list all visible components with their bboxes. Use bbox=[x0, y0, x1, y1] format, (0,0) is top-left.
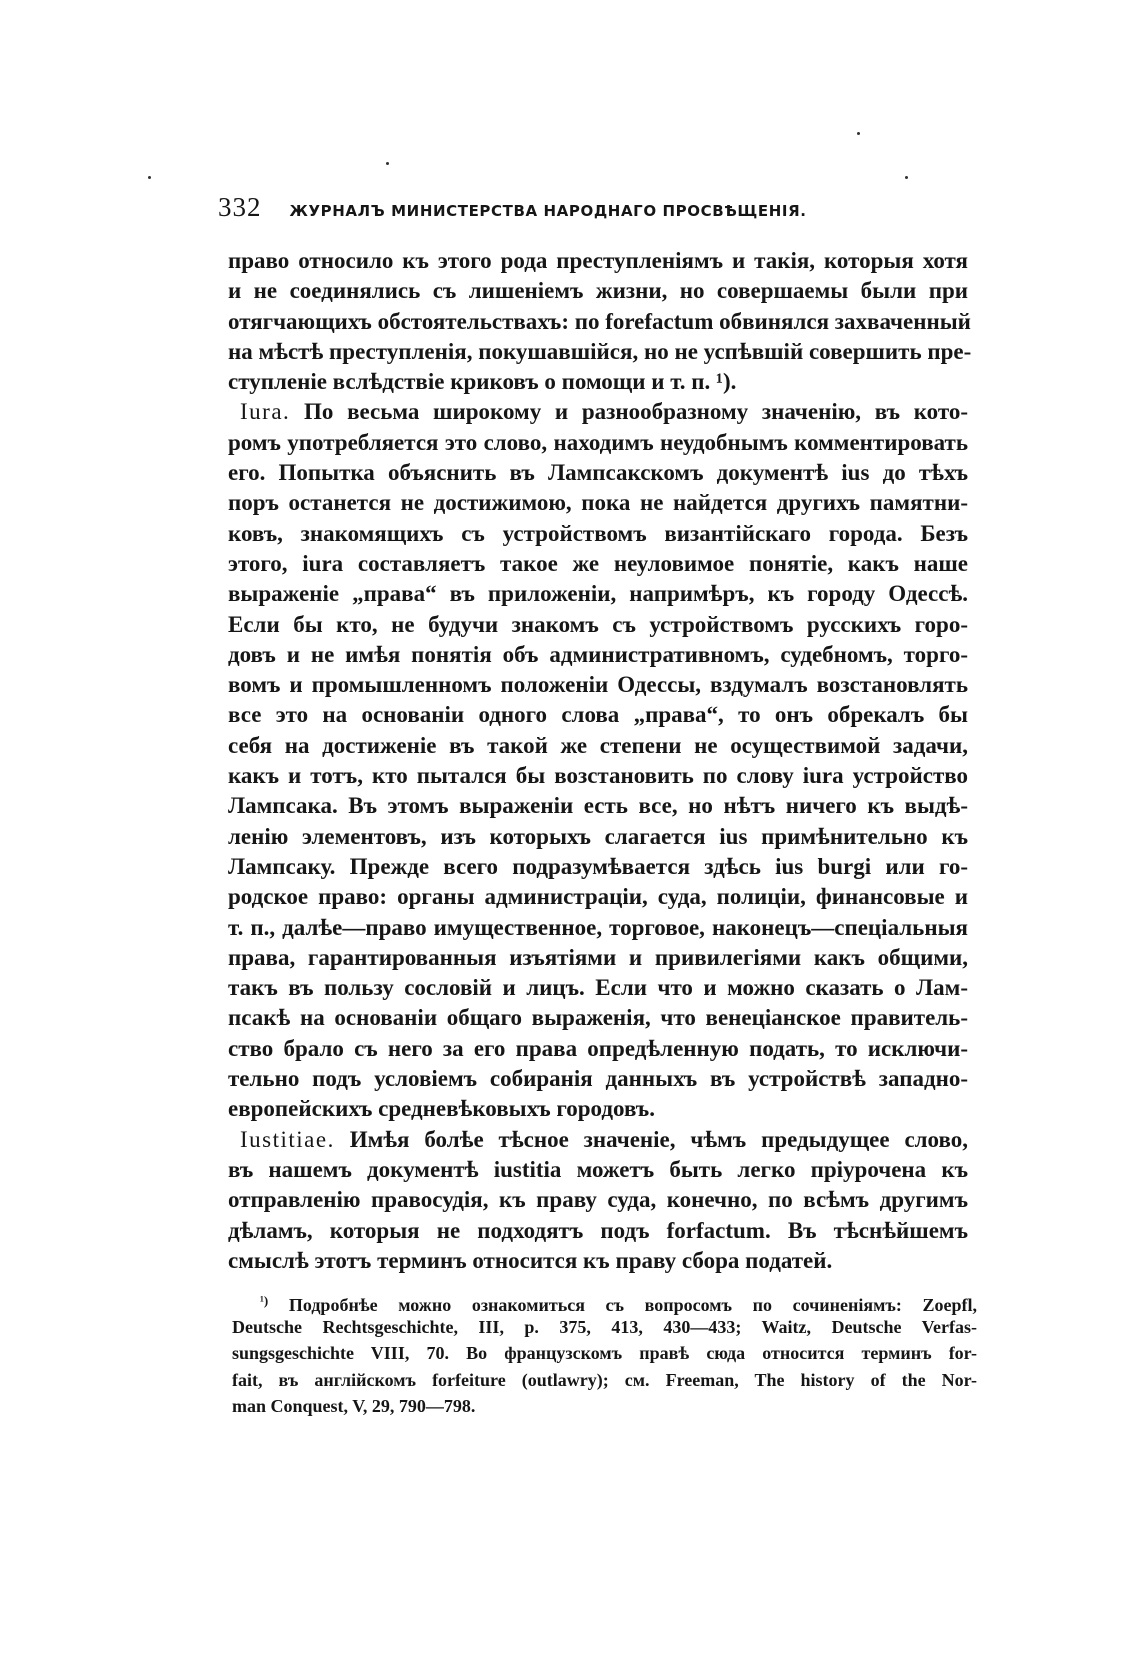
footnote bbox=[232, 1288, 977, 1419]
text-line: все это на основаніи одного слова „права“, то онъ обрекалъ бы bbox=[228, 702, 968, 728]
text-line: себя на достиженіе въ такой же степени не осуществимой задачи, bbox=[228, 732, 968, 758]
page-number: 332 bbox=[218, 192, 262, 222]
text-line: право относило къ этого рода преступленіямъ и такія, которыя хотя bbox=[228, 248, 968, 273]
text-line: вомъ и промышленномъ положеніи Одессы, вздумалъ возстановлять bbox=[228, 672, 968, 698]
text-line: псакѣ на основаніи общаго выраженія, что венеціанское правитель- bbox=[228, 1005, 968, 1031]
text-line: такъ въ пользу сословій и лицъ. Если что и можно сказать о Лам- bbox=[228, 975, 968, 1001]
text-line: ковъ, знакомящихъ съ устройствомъ византійскаго города. Безъ bbox=[228, 520, 968, 546]
text-line: Лампсака. Въ этомъ выраженіи есть все, но нѣтъ ничего къ выдѣ- bbox=[228, 793, 968, 819]
text-line: его. Попытка объяснить въ Лампсакскомъ документѣ ius до тѣхъ bbox=[228, 460, 968, 486]
text-line: Лампсаку. Прежде всего подразумѣвается здѣсь ius burgi или го- bbox=[228, 853, 968, 879]
text-line: Имѣя болѣе тѣсное значеніе, чѣмъ предыдущее слово, bbox=[349, 1126, 968, 1152]
footnote-line: Подробнѣе можно ознакомиться съ вопросомъ по сочиненіямъ: Zoepfl, bbox=[288, 1295, 977, 1315]
text-line: отягчающихъ обстоятельствахъ: по forefactum обвинялся захваченный bbox=[228, 308, 971, 334]
term-iustitiae: Iustitiae. bbox=[240, 1126, 335, 1152]
scan-speck bbox=[386, 162, 389, 165]
text-line: и не соединялись съ лишеніемъ жизни, но совершаемы были при bbox=[228, 278, 968, 304]
scan-speck bbox=[857, 132, 860, 135]
running-title: ЖУРНАЛЪ МИНИСТЕРСТВА НАРОДНАГО ПРОСВѢЩЕНІЯ. bbox=[289, 202, 807, 220]
text-line: въ нашемъ документѣ iustitia можетъ быть легко пріурочена къ bbox=[228, 1156, 968, 1182]
footnote-line: fait, въ англійскомъ forfeiture (outlawry); см. Freeman, The history of the Nor- bbox=[232, 1369, 977, 1390]
term-iura: Iura. bbox=[240, 399, 291, 425]
text-line: ромъ употребляется это слово, находимъ неудобнымъ комментировать bbox=[228, 429, 968, 455]
scan-speck bbox=[148, 176, 151, 179]
text-line: т. п., далѣе—право имущественное, торговое, наконецъ—спеціальныя bbox=[228, 914, 968, 940]
main-text bbox=[228, 246, 972, 1276]
text-line: смыслѣ этотъ терминъ относится къ праву сбора податей. bbox=[228, 1247, 833, 1273]
footnote-line: man Conquest, V, 29, 790—798. bbox=[232, 1395, 476, 1416]
text-line: родское право: органы администраціи, суда, полиціи, финансовые и bbox=[228, 884, 968, 910]
page-header bbox=[218, 192, 938, 226]
paragraph-iura-first-line bbox=[228, 397, 968, 427]
text-line: дѣламъ, которыя не подходятъ подъ forfactum. Въ тѣснѣйшемъ bbox=[228, 1217, 968, 1243]
text-line: довъ и не имѣя понятія объ административномъ, судебномъ, торго- bbox=[228, 641, 968, 667]
text-line: По весьма широкому и разнообразному значенію, въ кото- bbox=[303, 399, 969, 425]
text-line: Если бы кто, не будучи знакомъ съ устройствомъ русскихъ горо- bbox=[228, 611, 968, 637]
text-line: ленію элементовъ, изъ которыхъ слагается ius примѣнительно къ bbox=[228, 823, 968, 849]
text-line: на мѣстѣ преступленія, покушавшійся, но не успѣвшій совершить пре- bbox=[228, 338, 972, 364]
footnote-marker: ¹) bbox=[260, 1293, 269, 1308]
text-line: права, гарантированныя изъятіями и привилегіями какъ общими, bbox=[228, 944, 968, 970]
text-line: какъ и тотъ, кто пытался бы возстановить по слову iura устройство bbox=[228, 763, 968, 789]
paragraph-iustitiae-first-line bbox=[228, 1125, 968, 1155]
text-line: выраженіе „права“ въ приложеніи, напримѣръ, къ городу Одессѣ. bbox=[228, 581, 968, 607]
text-line: ство брало съ него за его права опредѣленную подать, то исключи- bbox=[228, 1035, 968, 1061]
footnote-first-line bbox=[232, 1288, 977, 1314]
scan-speck bbox=[905, 176, 908, 179]
footnote-line: Deutsche Rechtsgeschichte, III, p. 375, 413, 430—433; Waitz, Deutsche Verfas- bbox=[232, 1317, 977, 1338]
footnote-line: sungsgeschichte VIII, 70. Во французскомъ правѣ сюда относится терминъ for- bbox=[232, 1343, 977, 1364]
text-line: отправленію правосудія, къ праву суда, конечно, по всѣмъ другимъ bbox=[228, 1187, 968, 1213]
text-line: тельно подъ условіемъ собиранія данныхъ въ устройствѣ западно- bbox=[228, 1066, 968, 1092]
text-line: ступленіе вслѣдствіе криковъ о помощи и т. п. ¹). bbox=[228, 369, 737, 395]
text-line: европейскихъ средневѣковыхъ городовъ. bbox=[228, 1096, 655, 1122]
text-line: поръ останется не достижимою, пока не найдется другихъ памятни- bbox=[228, 490, 968, 516]
text-line: этого, iura составляетъ такое же неуловимое понятіе, какъ наше bbox=[228, 550, 968, 576]
